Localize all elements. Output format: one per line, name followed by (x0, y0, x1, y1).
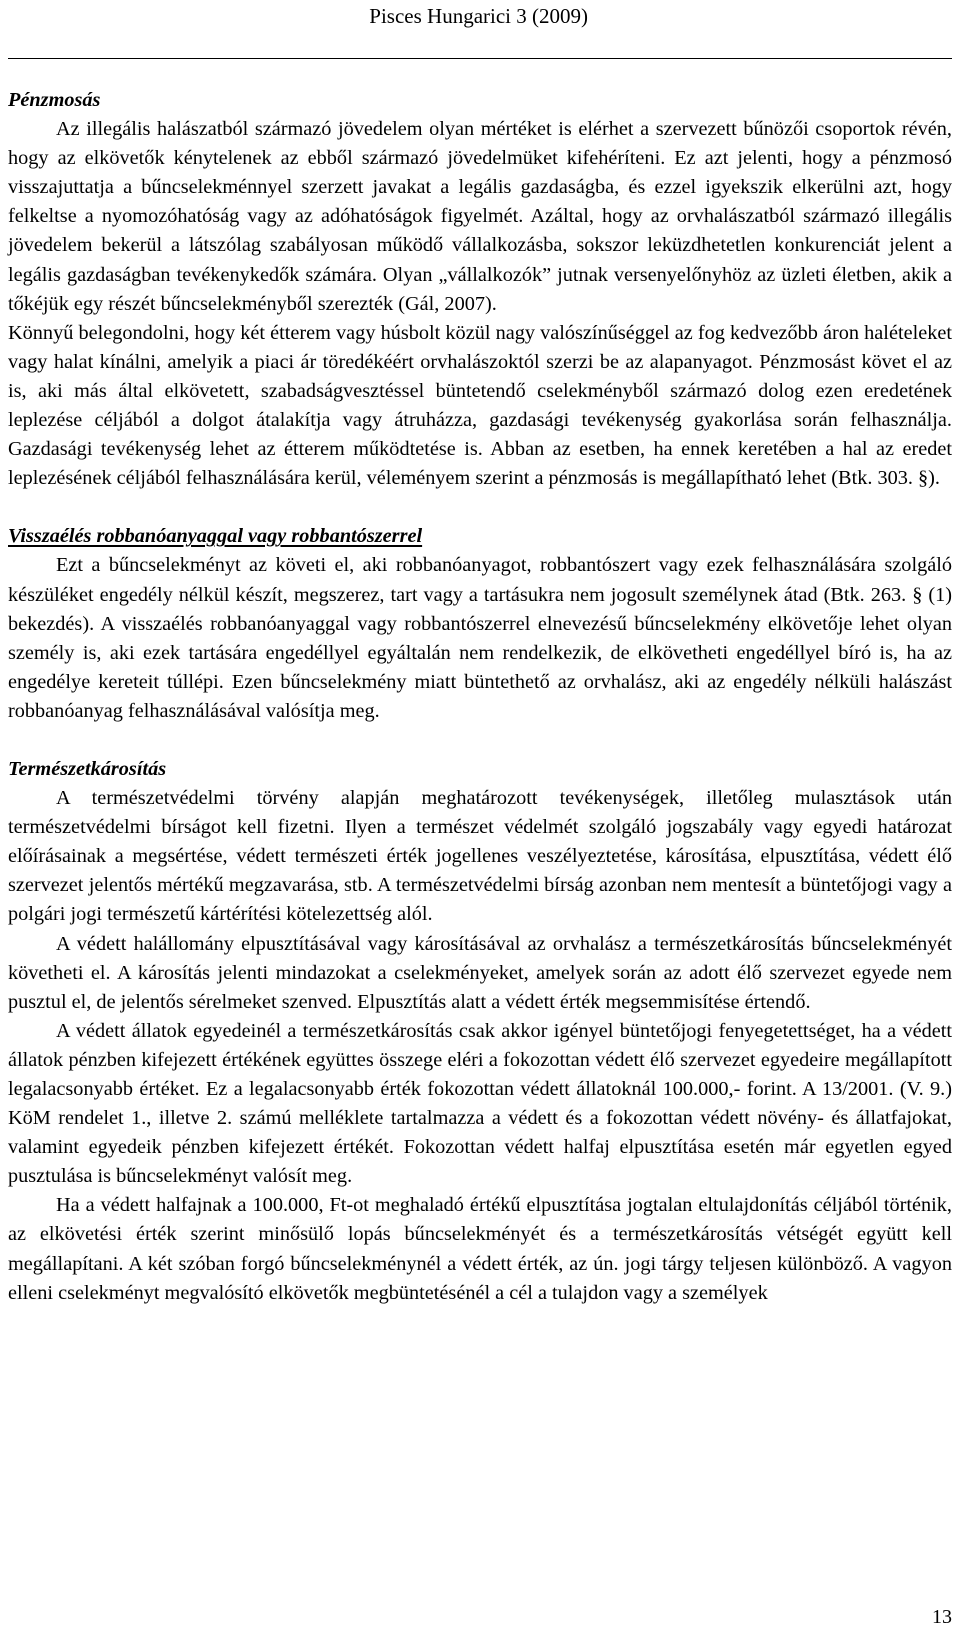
section-spacer (8, 493, 952, 522)
section-heading-penzmosas: Pénzmosás (8, 89, 101, 111)
page-body (8, 86, 952, 1308)
paragraph: Könnyű belegondolni, hogy két étterem vagy húsbolt közül nagy valószínűséggel az fog kedvezőbb áron halételeket vagy halat kínálni, amelyik a piaci ár töredékéért orvhalászoktól szerzi be az alapanyagot. Pénzmosást követ el az is, aki más által elkövetett, szabadságvesztéssel büntetendő cselekményből származó dolog ezen eredetének leplezése céljából a dolgot átalakítja vagy átruházza, gazdasági tevékenység gyakorlása során felhasználja. Gazdasági tevékenység lehet az étterem működtetése is. Abban az esetben, ha ennek keretében a hal az eredet leplezésének céljából felhasználására kerül, véleményem szerint a pénzmosás is megállapítható lehet (Btk. 303. §). (8, 321, 952, 490)
section-heading-robbanoanyag: Visszaélés robbanóanyaggal vagy robbantószerrel (8, 525, 423, 548)
paragraph: A természetvédelmi törvény alapján meghatározott tevékenységek, illetőleg mulasztások után természetvédelmi bírságot kell fizetni. Ilyen a természet védelmét szolgáló jogszabály vagy egyedi határozat előírásainak a megsértése, védett természeti érték jogellenes veszélyeztetése, károsítása, elpusztítása, védett élő szervezet jelentős mértékű megzavarása, stb. A természetvédelmi bírság azonban nem mentesít a büntetőjogi vagy a polgári jogi természetű kártérítési kötelezettség alól. (8, 787, 952, 926)
paragraph: Ezt a bűncselekményt az követi el, aki robbanóanyagot, robbantószert vagy ezek felhasználására szolgáló készüléket engedély nélkül készít, megszerez, tart vagy a tartásukra nem jogosult személynek átad (Btk. 263. § (1) bekezdés). A visszaélés robbanóanyaggal vagy robbantószerrel elnevezésű bűncselekmény elkövetője lehet olyan személy is, aki ezek tartására engedéllyel egyáltalán nem rendelkezik, de elkövetheti engedéllyel bíró is, ha az engedélye kereteit túllépi. Ezen bűncselekmény miatt büntethető az orvhalász, aki az engedély nélküli halászást robbanóanyag felhasználásával valósítja meg. (8, 554, 952, 722)
page-number: 13 (932, 1606, 952, 1628)
paragraph: A védett állatok egyedeinél a természetkárosítás csak akkor igényel büntetőjogi fenyegetettséget, ha a védett állatok pénzben kifejezett értékének együttes összege eléri a fokozottan védett élő szervezet egyedeire megállapított legalacsonyabb értéket. Ez a legalacsonyabb érték fokozottan védett állatoknál 100.000,- forint. A 13/2001. (V. 9.) KöM rendelet 1., illetve 2. számú melléklete tartalmazza a védett és a fokozottan védett növény- és állatfajokat, valamint egyedeik pénzben kifejezett értékét. Fokozottan védett halfaj elpusztítása esetén már egyetlen egyed pusztulása is bűncselekményt valósít meg. (8, 1019, 952, 1188)
section-spacer (8, 726, 952, 755)
paragraph: Az illegális halászatból származó jövedelem olyan mértéket is elérhet a szervezett bűnözői csoportok révén, hogy az elkövetők kénytelenek az ebből származó jövedelmüket kifehéríteni. Ez azt jelenti, hogy a pénzmosó visszajuttatja a bűncselekménnyel szerzett javakat a legális gazdaságba, és ezzel igyekszik elkerülni azt, hogy felkeltse a nyomozóhatóság vagy az adóhatóságok figyelmét. Azáltal, hogy az orvhalászatból származó illegális jövedelem bekerül a látszólag szabályosan működő vállalkozásba, sokszor leküzdhetetlen konkurenciát jelent a legális gazdaságban tevékenykedők számára. Olyan „vállalkozók” jutnak versenyelőnyhöz az üzleti életben, akik a tőkéjük egy részét bűncselekményből szerezték (Gál, 2007). (8, 118, 952, 315)
paragraph: Ha a védett halfajnak a 100.000, Ft-ot meghaladó értékű elpusztítása jogtalan eltulajdonítás céljából történik, az elkövetési érték szerint minősülő lopás bűncselekményét és a természetkárosítás vétségét együtt kell megállapítani. A két szóban forgó bűncselekménynél a védett érték, az ún. jogi tárgy teljesen különböző. A vagyon elleni cselekményt megvalósító elkövetők megbüntetésénél a cél a tulajdon vagy a személyek (8, 1194, 952, 1304)
running-header: Pisces Hungarici 3 (2009) (369, 4, 588, 28)
header-divider (8, 58, 952, 59)
paragraph: A védett halállomány elpusztításával vagy károsításával az orvhalász a természetkárosítás bűncselekményét követheti el. A károsítás jelenti mindazokat a cselekményeket, amelyek során az adott élő szervezet egyede nem pusztul el, de jelentős sérelmeket szenved. Elpusztítás alatt a védett érték megsemmisítése értendő. (8, 932, 952, 1013)
section-heading-termeszetkarositas: Természetkárosítás (8, 757, 167, 780)
